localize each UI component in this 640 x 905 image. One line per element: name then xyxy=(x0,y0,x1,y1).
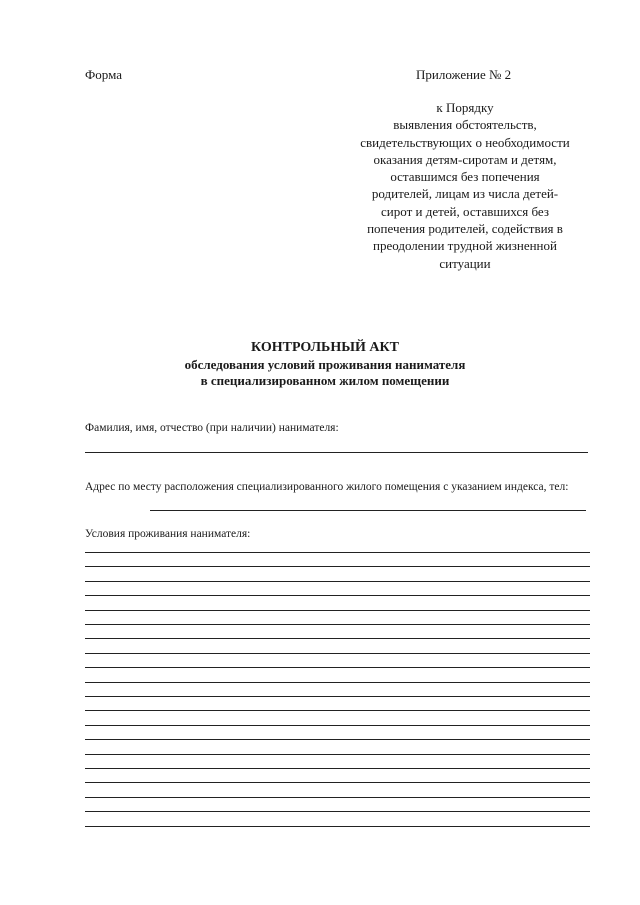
conditions-line[interactable] xyxy=(85,595,590,596)
address-label: Адрес по месту расположения специализированного жилого помещения с указанием индекса, тел: xyxy=(85,481,569,493)
appendix-line: выявления обстоятельств, xyxy=(393,117,537,133)
full-name-line[interactable] xyxy=(85,452,588,453)
appendix-line: попечения родителей, содействия в xyxy=(367,221,563,237)
conditions-line[interactable] xyxy=(85,710,590,711)
appendix-line: преодолении трудной жизненной xyxy=(373,238,557,254)
appendix-line: ситуации xyxy=(439,255,491,271)
conditions-line[interactable] xyxy=(85,667,590,668)
conditions-label: Условия проживания нанимателя: xyxy=(85,528,251,540)
conditions-line[interactable] xyxy=(85,624,590,625)
appendix-line: сирот и детей, оставшихся без xyxy=(381,203,549,219)
conditions-line[interactable] xyxy=(85,768,590,769)
appendix-line: свидетельствующих о необходимости xyxy=(360,134,570,150)
conditions-line[interactable] xyxy=(85,653,590,654)
conditions-line[interactable] xyxy=(85,739,590,740)
conditions-line[interactable] xyxy=(85,782,590,783)
conditions-line[interactable] xyxy=(85,754,590,755)
full-name-label: Фамилия, имя, отчество (при наличии) нанимателя: xyxy=(85,422,339,434)
conditions-line[interactable] xyxy=(85,566,590,567)
title-subtitle-line1: обследования условий проживания нанимателя xyxy=(184,357,466,372)
address-line[interactable] xyxy=(150,510,586,511)
appendix-line: к Порядку xyxy=(436,100,494,115)
conditions-line[interactable] xyxy=(85,725,590,726)
conditions-line[interactable] xyxy=(85,682,590,683)
conditions-line[interactable] xyxy=(85,610,590,611)
conditions-line[interactable] xyxy=(85,797,590,798)
conditions-line[interactable] xyxy=(85,638,590,639)
appendix-line: родителей, лицам из числа детей- xyxy=(371,186,559,202)
appendix-number: Приложение № 2 xyxy=(416,67,512,82)
form-label: Форма xyxy=(85,67,122,82)
conditions-line[interactable] xyxy=(85,811,590,812)
document-title xyxy=(90,338,560,389)
conditions-line[interactable] xyxy=(85,581,590,582)
conditions-line[interactable] xyxy=(85,696,590,697)
appendix-reference xyxy=(322,99,608,272)
conditions-line[interactable] xyxy=(85,552,590,553)
title-subtitle-line2: в специализированном жилом помещении xyxy=(200,373,450,388)
appendix-line: оказания детям-сиротам и детям, xyxy=(373,151,557,167)
conditions-line[interactable] xyxy=(85,826,590,827)
title-main: КОНТРОЛЬНЫЙ АКТ xyxy=(251,340,399,355)
appendix-line: оставшимся без попечения xyxy=(390,169,540,185)
